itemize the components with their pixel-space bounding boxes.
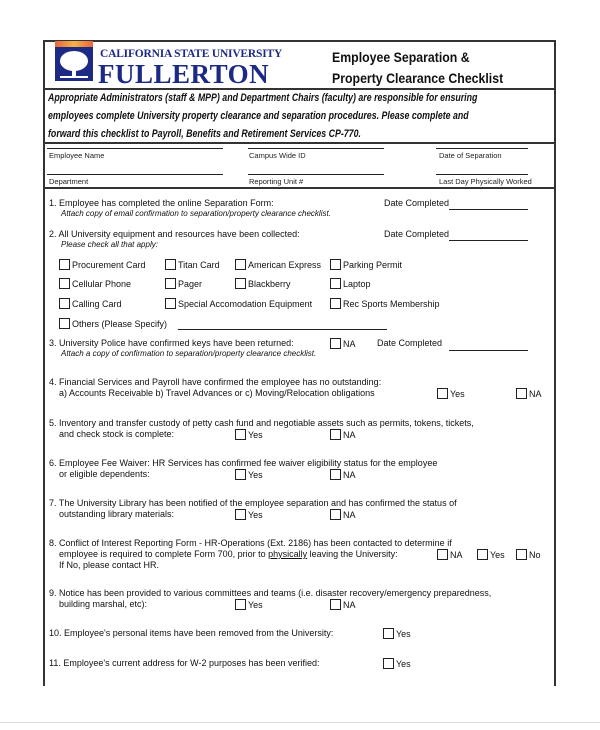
checkbox-pager[interactable]: Pager xyxy=(165,278,202,290)
item-6-text2: or eligible dependents: xyxy=(59,469,150,479)
checkbox-rec-sports[interactable]: Rec Sports Membership xyxy=(330,298,440,310)
item-8-na-checkbox[interactable]: NA xyxy=(437,549,463,561)
item-3-note: Attach a copy of confirmation to separation/property clearance checklist. xyxy=(61,349,317,358)
campus-id-label: Campus Wide ID xyxy=(249,151,306,160)
divider xyxy=(43,187,554,189)
item-5-na-checkbox[interactable]: NA xyxy=(330,429,356,441)
item-6-text: 6. Employee Fee Waiver: HR Services has confirmed fee waiver eligibility status for the employee xyxy=(49,458,438,468)
checkbox-calling-card[interactable]: Calling Card xyxy=(59,298,122,310)
checkbox-others[interactable]: Others (Please Specify) xyxy=(59,318,167,330)
checkbox-cellular-phone[interactable]: Cellular Phone xyxy=(59,278,131,290)
item-2-date-field[interactable] xyxy=(449,240,528,241)
reporting-unit-field[interactable] xyxy=(248,174,384,175)
date-completed-label: Date Completed xyxy=(384,229,450,239)
item-4-text2: a) Accounts Receivable b) Travel Advances or c) Moving/Relocation obligations xyxy=(59,388,375,398)
item-6-na-checkbox[interactable]: NA xyxy=(330,469,356,481)
item-2-note: Please check all that apply: xyxy=(61,240,158,249)
checkbox-blackberry[interactable]: Blackberry xyxy=(235,278,291,290)
item-8-text3: If No, please contact HR. xyxy=(59,560,160,570)
instructions-line: employees complete University property clearance and separation procedures. Please complete and xyxy=(48,110,469,122)
item-7-text: 7. The University Library has been notified of the employee separation and has confirmed the status of xyxy=(49,498,457,508)
reporting-unit-label: Reporting Unit # xyxy=(249,177,304,186)
instructions-line: forward this checklist to Payroll, Benefits and Retirement Services CP-770. xyxy=(48,128,361,140)
instructions-line: Appropriate Administrators (staff & MPP) and Department Chairs (faculty) are responsible for ensuring xyxy=(48,92,478,104)
item-9-text: 9. Notice has been provided to various committees and teams (i.e. disaster recovery/emergency preparedness, xyxy=(49,588,492,598)
item-2-text: 2. All University equipment and resources have been collected: xyxy=(49,229,300,239)
date-separation-label: Date of Separation xyxy=(439,151,502,160)
checkbox-parking-permit[interactable]: Parking Permit xyxy=(330,259,402,271)
checkbox-special-accomodation[interactable]: Special Accomodation Equipment xyxy=(165,298,312,310)
item-3-date-field[interactable] xyxy=(449,350,528,351)
item-11-yes-checkbox[interactable]: Yes xyxy=(383,658,411,670)
page-bottom-edge xyxy=(0,722,600,723)
item-7-na-checkbox[interactable]: NA xyxy=(330,509,356,521)
department-field[interactable] xyxy=(47,174,223,175)
campus-id-field[interactable] xyxy=(248,148,384,149)
employee-name-label: Employee Name xyxy=(49,151,105,160)
item-8-yes-checkbox[interactable]: Yes xyxy=(477,549,505,561)
item-5-text: 5. Inventory and transfer custody of petty cash fund and negotiable assets such as permits, tokens, tickets, xyxy=(49,418,474,428)
item-7-yes-checkbox[interactable]: Yes xyxy=(235,509,263,521)
others-specify-field[interactable] xyxy=(178,329,387,330)
item-9-text2: building marshal, etc): xyxy=(59,599,148,609)
checkbox-procurement-card[interactable]: Procurement Card xyxy=(59,259,146,271)
date-separation-field[interactable] xyxy=(436,148,528,149)
item-7-text2: outstanding library materials: xyxy=(59,509,175,519)
item-1-date-field[interactable] xyxy=(449,209,528,210)
item-4-text: 4. Financial Services and Payroll have confirmed the employee has no outstanding: xyxy=(49,377,382,387)
last-day-field[interactable] xyxy=(436,174,528,175)
checkbox-american-express[interactable]: American Express xyxy=(235,259,321,271)
logo-line2: FULLERTON xyxy=(98,59,270,89)
item-8-text2: employee is required to complete Form 700, prior to physically leaving the University: xyxy=(59,549,398,559)
item-3-na-checkbox[interactable]: NA xyxy=(330,338,356,350)
item-4-na-checkbox[interactable]: NA xyxy=(516,388,542,400)
item-1-note: Attach copy of email confirmation to separation/property clearance checklist. xyxy=(61,209,331,218)
employee-name-field[interactable] xyxy=(47,148,223,149)
item-8-no-checkbox[interactable]: No xyxy=(516,549,541,561)
item-10-yes-checkbox[interactable]: Yes xyxy=(383,628,411,640)
item-4-yes-checkbox[interactable]: Yes xyxy=(437,388,465,400)
checkbox-laptop[interactable]: Laptop xyxy=(330,278,371,290)
item-5-yes-checkbox[interactable]: Yes xyxy=(235,429,263,441)
item-11-text: 11. Employee's current address for W-2 purposes has been verified: xyxy=(49,658,320,668)
item-9-na-checkbox[interactable]: NA xyxy=(330,599,356,611)
item-5-text2: and check stock is complete: xyxy=(59,429,175,439)
form-title-line1: Employee Separation & xyxy=(332,49,470,65)
divider xyxy=(43,142,554,144)
department-label: Department xyxy=(49,177,89,186)
last-day-label: Last Day Physically Worked xyxy=(439,177,532,186)
item-8-text: 8. Conflict of Interest Reporting Form - HR-Operations (Ext. 2186) has been contacted to determine if xyxy=(49,538,452,548)
item-6-yes-checkbox[interactable]: Yes xyxy=(235,469,263,481)
form-title-line2: Property Clearance Checklist xyxy=(332,70,504,86)
logo-line1: CALIFORNIA STATE UNIVERSITY xyxy=(100,48,283,60)
item-9-yes-checkbox[interactable]: Yes xyxy=(235,599,263,611)
item-3-text: 3. University Police have confirmed keys have been returned: xyxy=(49,338,294,348)
checkbox-titan-card[interactable]: Titan Card xyxy=(165,259,220,271)
item-1-text: 1. Employee has completed the online Separation Form: xyxy=(49,198,274,208)
date-completed-label: Date Completed xyxy=(384,198,450,208)
tree-seal-icon xyxy=(55,47,93,81)
date-completed-label: Date Completed xyxy=(377,338,443,348)
item-10-text: 10. Employee's personal items have been removed from the University: xyxy=(49,628,334,638)
